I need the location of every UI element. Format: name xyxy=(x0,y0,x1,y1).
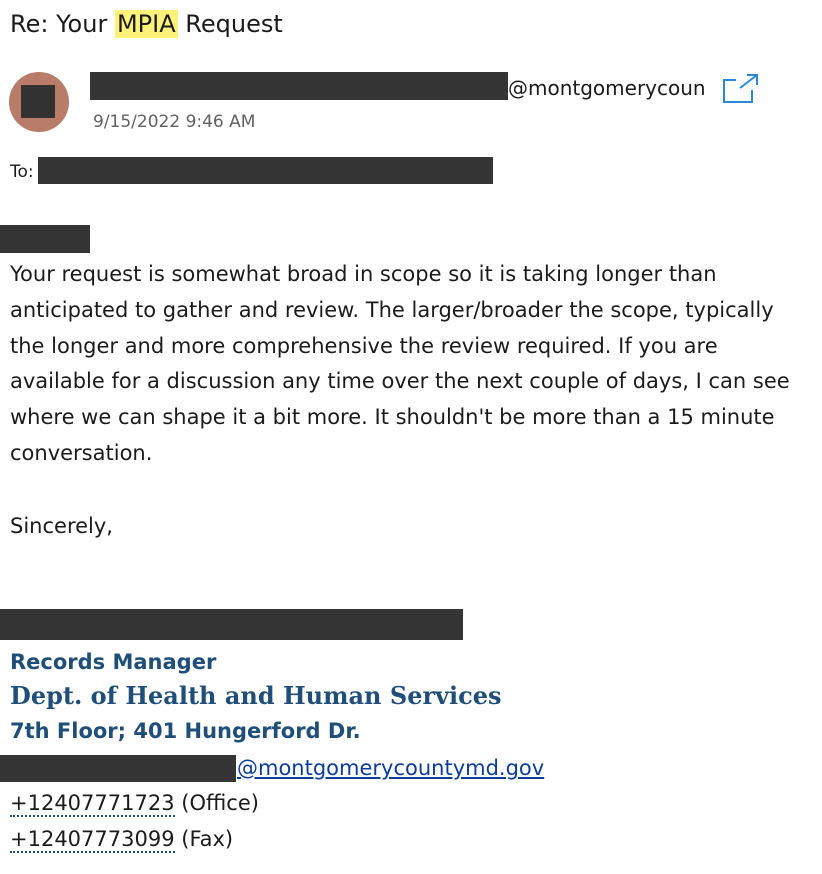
signature-email-redaction xyxy=(0,755,236,782)
office-phone-link[interactable]: +12407771723 xyxy=(10,791,175,815)
office-phone-suffix: (Office) xyxy=(174,791,259,815)
signature-department: Dept. of Health and Human Services xyxy=(10,681,502,710)
fax-phone-suffix: (Fax) xyxy=(174,827,234,851)
sent-date: 9/15/2022 9:46 AM xyxy=(93,112,256,132)
subject-highlight: MPIA xyxy=(116,10,176,38)
email-subject xyxy=(10,6,283,42)
popout-window-icon[interactable] xyxy=(722,72,760,106)
sender-avatar[interactable] xyxy=(9,72,69,132)
fax-phone-link[interactable]: +12407773099 xyxy=(10,827,175,851)
message-body xyxy=(10,257,800,472)
signature-title: Records Manager xyxy=(10,650,217,674)
recipient-redaction xyxy=(38,157,493,184)
fax-phone-line xyxy=(10,823,233,855)
subject-suffix: Request xyxy=(177,10,283,38)
sender-email-domain[interactable]: @montgomerycoun xyxy=(508,76,706,100)
subject-prefix: Re: Your xyxy=(10,10,115,38)
to-label: To: xyxy=(10,162,34,182)
signature-name-redaction xyxy=(0,609,463,640)
signature-address: 7th Floor; 401 Hungerford Dr. xyxy=(10,719,361,743)
closing-text: Sincerely, xyxy=(10,514,113,538)
avatar-redaction xyxy=(21,85,55,118)
greeting-redaction xyxy=(0,225,90,253)
sender-name-redaction xyxy=(90,72,508,100)
office-phone-line xyxy=(10,787,259,819)
message-paragraph: Your request is somewhat broad in scope so it is taking longer than anticipated to gather and review. The larger/broader the scope, typically the longer and more comprehensive the review required. If you are available for a discussion any time over the next couple of days, I can see where we can shape it a bit more. It shouldn't be more than a 15 minute conversation. xyxy=(10,262,790,465)
signature-email-link[interactable]: @montgomerycountymd.gov xyxy=(237,756,545,780)
